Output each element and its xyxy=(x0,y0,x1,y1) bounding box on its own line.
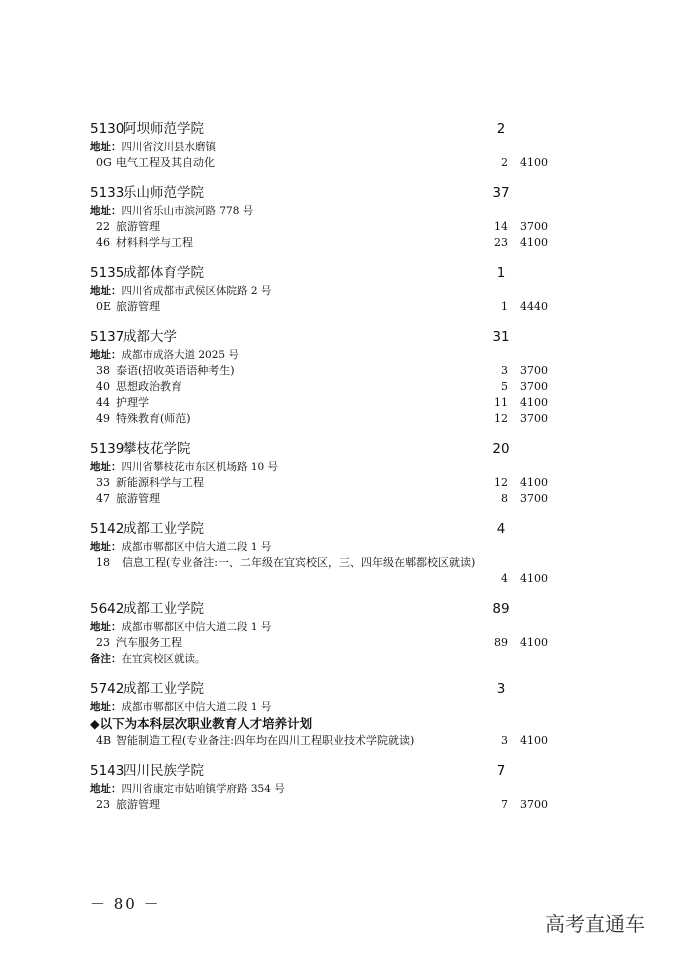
address-text: 成都市郫都区中信大道二段 1 号 xyxy=(121,701,272,713)
major-count: 4 xyxy=(501,572,508,585)
school-address xyxy=(90,139,560,155)
school-address xyxy=(90,781,560,797)
major-fee: 3700 xyxy=(520,412,548,425)
address-text: 四川省汶川县水磨镇 xyxy=(121,141,216,153)
watermark-text: 高考直通车 xyxy=(545,912,645,936)
major-count: 11 xyxy=(494,396,508,409)
school-total: 37 xyxy=(492,185,510,201)
admission-plan-list xyxy=(90,120,560,826)
major-row xyxy=(90,395,560,411)
school-total: 20 xyxy=(492,441,510,457)
school-block xyxy=(90,762,560,813)
school-block xyxy=(90,680,560,749)
school-name: 成都工业学院 xyxy=(123,601,204,617)
school-block xyxy=(90,600,560,667)
school-code: 5139 xyxy=(90,441,125,457)
school-header xyxy=(90,120,560,139)
address-label: 地址： xyxy=(90,541,122,553)
school-note xyxy=(90,651,560,667)
major-count: 1 xyxy=(501,300,508,313)
school-total: 1 xyxy=(496,265,506,281)
address-label: 地址： xyxy=(90,461,122,473)
major-name: 护理学 xyxy=(116,396,149,409)
major-row xyxy=(90,411,560,427)
major-count: 89 xyxy=(494,636,508,649)
major-fee: 4100 xyxy=(520,636,548,649)
page-number: － 80 － xyxy=(90,895,161,913)
school-code: 5142 xyxy=(90,521,125,537)
school-header xyxy=(90,328,560,347)
school-code: 5143 xyxy=(90,763,125,779)
major-name: 信息工程(专业备注:一、二年级在宜宾校区，三、四年级在郫都校区就读) xyxy=(122,556,476,569)
school-name: 四川民族学院 xyxy=(123,763,204,779)
note-label: 备注： xyxy=(90,653,122,665)
major-name: 旅游管理 xyxy=(116,492,160,505)
school-name: 成都工业学院 xyxy=(123,521,204,537)
major-row xyxy=(90,635,560,651)
major-count: 8 xyxy=(501,492,508,505)
major-code: 33 xyxy=(96,476,110,489)
school-block xyxy=(90,328,560,427)
school-code: 5130 xyxy=(90,121,125,137)
major-code: 46 xyxy=(96,236,110,249)
major-name: 电气工程及其自动化 xyxy=(116,156,215,169)
major-name: 特殊教育(师范) xyxy=(116,412,191,425)
major-code: 18 xyxy=(96,556,110,569)
school-code: 5133 xyxy=(90,185,125,201)
school-code: 5742 xyxy=(90,681,125,697)
major-name: 泰语(招收英语语种考生) xyxy=(116,364,235,377)
major-count: 3 xyxy=(501,364,508,377)
school-total: 2 xyxy=(496,121,506,137)
major-row xyxy=(90,733,560,749)
school-total: 3 xyxy=(496,681,506,697)
school-name: 成都体育学院 xyxy=(123,265,204,281)
major-fee: 4100 xyxy=(520,236,548,249)
major-row xyxy=(90,555,560,587)
school-block xyxy=(90,120,560,171)
major-fee: 3700 xyxy=(520,220,548,233)
school-address xyxy=(90,699,560,715)
major-fee: 4100 xyxy=(520,572,548,585)
school-header xyxy=(90,600,560,619)
major-fee: 3700 xyxy=(520,492,548,505)
school-address xyxy=(90,347,560,363)
major-row xyxy=(90,155,560,171)
major-count: 3 xyxy=(501,734,508,747)
major-fee: 4100 xyxy=(520,156,548,169)
school-name: 攀枝花学院 xyxy=(123,441,191,457)
major-fee: 4440 xyxy=(520,300,548,313)
school-header xyxy=(90,264,560,283)
major-row xyxy=(90,299,560,315)
major-fee: 4100 xyxy=(520,476,548,489)
major-row xyxy=(90,219,560,235)
major-name: 旅游管理 xyxy=(116,220,160,233)
address-label: 地址： xyxy=(90,205,122,217)
address-text: 四川省成都市武侯区体院路 2 号 xyxy=(121,285,272,297)
major-name: 思想政治教育 xyxy=(116,380,182,393)
school-total: 7 xyxy=(496,763,506,779)
major-code: 44 xyxy=(96,396,110,409)
school-address xyxy=(90,619,560,635)
school-block xyxy=(90,440,560,507)
major-code: 4B xyxy=(96,734,112,747)
major-code: 38 xyxy=(96,364,110,377)
major-name: 新能源科学与工程 xyxy=(116,476,204,489)
school-block xyxy=(90,184,560,251)
school-total: 89 xyxy=(492,601,510,617)
school-header xyxy=(90,762,560,781)
address-label: 地址： xyxy=(90,141,122,153)
major-code: 22 xyxy=(96,220,110,233)
major-fee: 4100 xyxy=(520,734,548,747)
school-header xyxy=(90,440,560,459)
school-name: 成都工业学院 xyxy=(123,681,204,697)
address-label: 地址： xyxy=(90,621,122,633)
major-name: 汽车服务工程 xyxy=(116,636,182,649)
school-address xyxy=(90,203,560,219)
address-text: 成都市郫都区中信大道二段 1 号 xyxy=(121,541,272,553)
school-header xyxy=(90,680,560,699)
major-row xyxy=(90,491,560,507)
major-fee: 4100 xyxy=(520,396,548,409)
school-code: 5642 xyxy=(90,601,125,617)
major-count: 12 xyxy=(494,476,508,489)
school-address xyxy=(90,459,560,475)
school-total: 4 xyxy=(496,521,506,537)
major-name: 材料科学与工程 xyxy=(116,236,193,249)
address-text: 成都市郫都区中信大道二段 1 号 xyxy=(121,621,272,633)
major-row xyxy=(90,475,560,491)
address-text: 四川省攀枝花市东区机场路 10 号 xyxy=(121,461,279,473)
school-code: 5135 xyxy=(90,265,125,281)
major-fee: 3700 xyxy=(520,364,548,377)
school-address xyxy=(90,283,560,299)
note-text: 在宜宾校区就读。 xyxy=(121,653,206,665)
major-row xyxy=(90,797,560,813)
major-code: 49 xyxy=(96,412,110,425)
address-label: 地址： xyxy=(90,285,122,297)
vocational-section-heading: ◆以下为本科层次职业教育人才培养计划 xyxy=(90,716,313,731)
school-header xyxy=(90,520,560,539)
major-code: 47 xyxy=(96,492,110,505)
major-code: 40 xyxy=(96,380,110,393)
school-address xyxy=(90,539,560,555)
school-block xyxy=(90,264,560,315)
school-name: 成都大学 xyxy=(123,329,177,345)
major-fee: 3700 xyxy=(520,798,548,811)
school-code: 5137 xyxy=(90,329,125,345)
school-total: 31 xyxy=(492,329,510,345)
major-name: 旅游管理 xyxy=(116,798,160,811)
major-row xyxy=(90,363,560,379)
major-count: 14 xyxy=(494,220,508,233)
major-count: 5 xyxy=(501,380,508,393)
major-name: 旅游管理 xyxy=(116,300,160,313)
major-code: 23 xyxy=(96,798,110,811)
address-text: 四川省乐山市滨河路 778 号 xyxy=(121,205,254,217)
major-row xyxy=(90,235,560,251)
major-count: 7 xyxy=(501,798,508,811)
address-label: 地址： xyxy=(90,349,122,361)
address-label: 地址： xyxy=(90,701,122,713)
major-count: 2 xyxy=(501,156,508,169)
address-text: 成都市成洛大道 2025 号 xyxy=(121,349,239,361)
school-name: 乐山师范学院 xyxy=(123,185,204,201)
major-fee: 3700 xyxy=(520,380,548,393)
major-code: 0G xyxy=(96,156,112,169)
school-block xyxy=(90,520,560,587)
school-name: 阿坝师范学院 xyxy=(123,121,204,137)
address-text: 四川省康定市姑咱镇学府路 354 号 xyxy=(121,783,285,795)
major-code: 23 xyxy=(96,636,110,649)
major-count: 12 xyxy=(494,412,508,425)
major-name: 智能制造工程(专业备注:四年均在四川工程职业技术学院就读) xyxy=(116,734,415,747)
address-label: 地址： xyxy=(90,783,122,795)
major-row xyxy=(90,379,560,395)
major-code: 0E xyxy=(96,300,112,313)
major-count: 23 xyxy=(494,236,508,249)
school-header xyxy=(90,184,560,203)
